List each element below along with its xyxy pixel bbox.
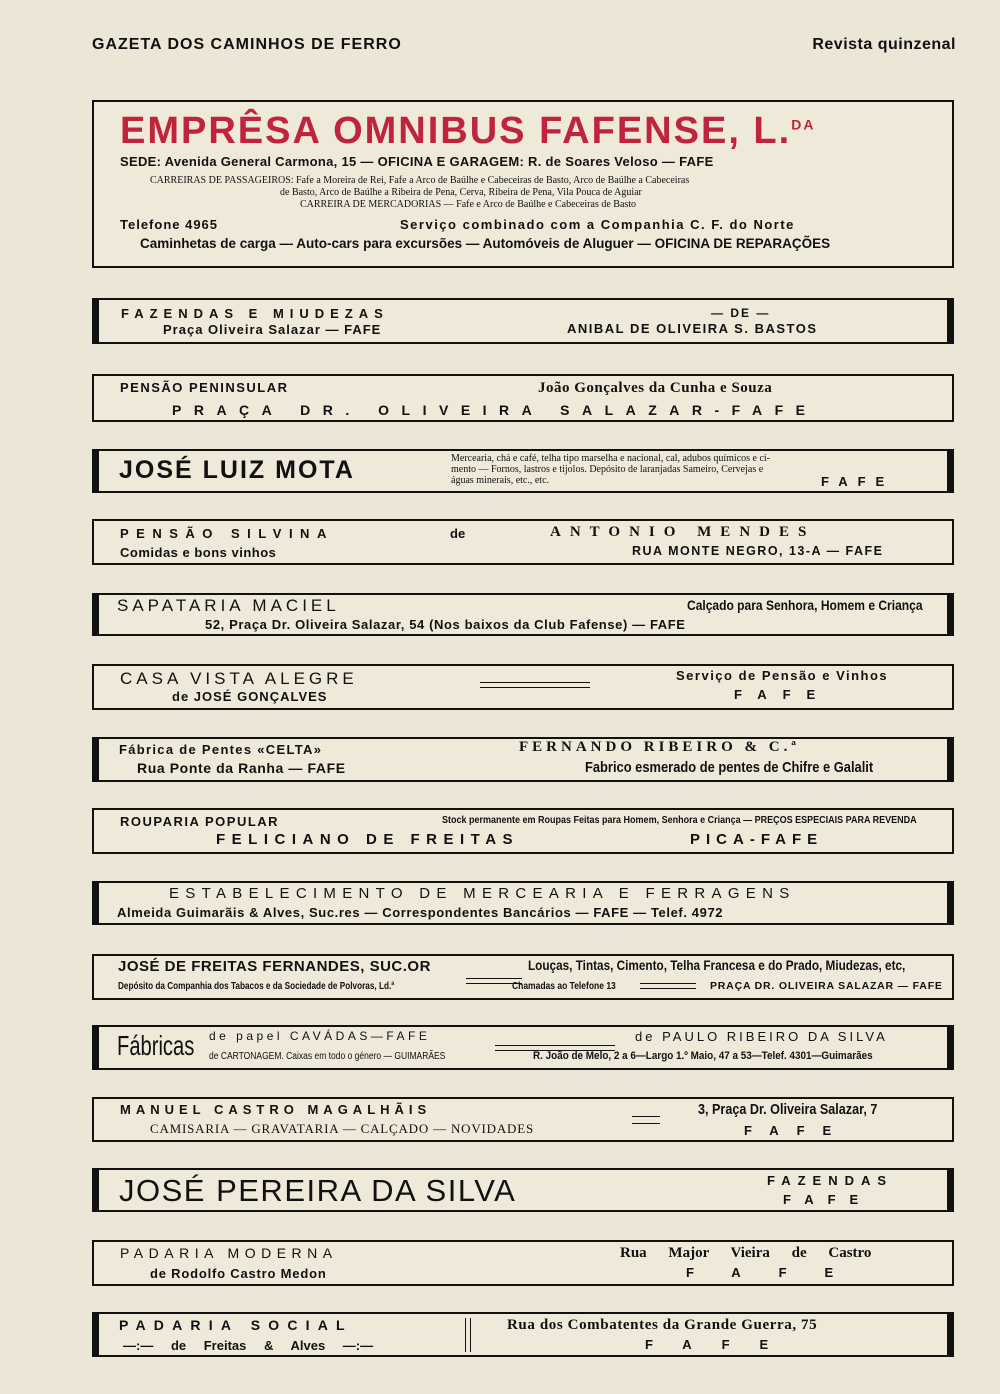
silvina-l2: Comidas e bons vinhos [120, 545, 277, 560]
celta-r1: FERNANDO RIBEIRO & C.ª [519, 739, 800, 755]
moderna-r2: FAFE [686, 1265, 872, 1280]
journal-subtitle: Revista quinzenal [812, 36, 956, 53]
ad-fazendas-miudezas [92, 298, 954, 344]
rouparia-r2: PICA-FAFE [690, 831, 824, 848]
celta-l1: Fábrica de Pentes «CELTA» [119, 742, 323, 757]
ad-sapataria-maciel [92, 593, 954, 636]
omnibus-bottom: Caminhetas de carga — Auto-cars para excursões — Automóveis de Aluguer — OFICINA DE REPARAÇÕES [140, 236, 831, 251]
cavadas-r1: de PAULO RIBEIRO DA SILVA [635, 1029, 888, 1044]
moderna-r1: Rua Major Vieira de Castro [620, 1245, 872, 1261]
moderna-l1: PADARIA MODERNA [120, 1245, 338, 1261]
freitas-r2b: PRAÇA DR. OLIVEIRA SALAZAR — FAFE [710, 980, 943, 992]
cavadas-r2: R. João de Melo, 2 a 6—Largo 1.º Maio, 47 a 53—Telef. 4301—Guimarães [533, 1050, 873, 1062]
rouparia-l1: ROUPARIA POPULAR [120, 814, 280, 829]
maciel-l1: SAPATARIA MACIEL [117, 596, 340, 615]
freitas-divider2 [640, 983, 696, 989]
ad-jose-freitas-fernandes [92, 954, 954, 1000]
omnibus-line1: CARREIRAS DE PASSAGEIROS: Fafe a Moreira de Rei, Fafe a Arco de Baúlhe e Cabeceiras de Basto, Arco de Baúlhe a Cabeceiras [150, 175, 690, 186]
vista-divider [480, 682, 590, 688]
social-divider [465, 1318, 471, 1352]
moderna-l2: de Rodolfo Castro Medon [150, 1266, 327, 1281]
freitas-r1: Louças, Tintas, Cimento, Telha Francesa e do Prado, Miudezas, etc, [528, 957, 906, 973]
ad-pensao-peninsular [92, 374, 954, 422]
omnibus-title: EMPRÊSA OMNIBUS FAFENSE, L.$^{DA}$ [120, 110, 816, 152]
omnibus-line3: CARREIRA DE MERCADORIAS — Fafe e Arco de Baúlhe e Cabeceiras de Basto [300, 199, 637, 210]
ad-padaria-moderna [92, 1240, 954, 1286]
peninsular-l1: PENSÃO PENINSULAR [120, 380, 289, 395]
ad-mercearia-ferragens [92, 881, 954, 925]
celta-l2: Rua Ponte da Ranha — FAFE [137, 760, 346, 776]
ad-manuel-castro-magalhais [92, 1097, 954, 1142]
mercearia-l1: ESTABELECIMENTO DE MERCEARIA E FERRAGENS [169, 885, 796, 902]
ad-pensao-silvina [92, 519, 954, 565]
fazendas-l1: FAZENDAS E MIUDEZAS [121, 306, 389, 321]
social-r2: FAFE [645, 1337, 799, 1352]
fazendas-l2: Praça Oliveira Salazar — FAFE [163, 322, 382, 337]
pereira-r1: FAZENDAS [767, 1173, 894, 1188]
freitas-l2: Depósito da Companhia dos Tabacos e da Sociedade de Polvoras, Ld.ª [118, 981, 395, 992]
ad-rouparia-popular [92, 808, 954, 854]
omnibus-telefone: Telefone 4965 [120, 217, 219, 232]
ad-omnibus-fafense [92, 100, 954, 268]
peninsular-l2: PRAÇA DR. OLIVEIRA SALAZAR-FAFE [172, 402, 818, 418]
cavadas-big: Fábricas [117, 1030, 195, 1061]
ad-casa-vista-alegre [92, 664, 954, 710]
pereira-r2: FAFE [783, 1192, 873, 1207]
silvina-l1: PENSÃO SILVINA [120, 526, 334, 541]
maciel-l2: 52, Praça Dr. Oliveira Salazar, 54 (Nos baixos da Club Fafense) — FAFE [205, 617, 686, 632]
silvina-de: de [450, 526, 466, 541]
silvina-r1: ANTONIO MENDES [550, 524, 816, 540]
mota-name: JOSÉ LUIZ MOTA [119, 456, 355, 484]
cavadas-l2: de CARTONAGEM. Caixas em todo o género — GUIMARÃES [209, 1051, 446, 1062]
ad-fabrica-pentes-celta [92, 737, 954, 782]
peninsular-r1: João Gonçalves da Cunha e Souza [538, 380, 773, 396]
mercearia-l2: Almeida Guimarãis & Alves, Suc.res — Correspondentes Bancários — FAFE — Telef. 4972 [117, 905, 724, 920]
castro-l1: MANUEL CASTRO MAGALHÃIS [120, 1102, 432, 1117]
journal-title: GAZETA DOS CAMINHOS DE FERRO [92, 36, 402, 53]
mota-desc3: águas minerais, etc., etc. [451, 475, 550, 486]
castro-r1: 3, Praça Dr. Oliveira Salazar, 7 [698, 1101, 878, 1118]
ad-jose-luiz-mota [92, 449, 954, 493]
social-r1: Rua dos Combatentes da Grande Guerra, 75 [507, 1317, 818, 1333]
vista-r1: Serviço de Pensão e Vinhos [676, 668, 889, 683]
rouparia-l2: FELICIANO DE FREITAS [216, 831, 520, 848]
freitas-r2a: Chamadas ao Telefone 13 [512, 981, 616, 992]
vista-r2: FAFE [734, 687, 832, 702]
freitas-l1: JOSÉ DE FREITAS FERNANDES, SUC.OR [118, 958, 431, 975]
ad-fabricas-cavadas [92, 1025, 954, 1070]
fazendas-r1: — DE — [711, 306, 771, 320]
ad-jose-pereira-silva [92, 1168, 954, 1212]
rouparia-r1: Stock permanente em Roupas Feitas para Homem, Senhora e Criança — PREÇOS ESPECIAIS PARA REVENDA [442, 815, 917, 826]
maciel-r1: Calçado para Senhora, Homem e Criança [687, 597, 923, 613]
mota-place: FAFE [821, 474, 895, 489]
castro-divider [632, 1116, 660, 1124]
omnibus-line2: de Basto, Arco de Baúlhe a Ribeira de Pena, Cerva, Ribeira de Pena, Vila Pouca de Aguiar [280, 187, 642, 198]
vista-l1: CASA VISTA ALEGRE [120, 669, 358, 688]
mota-desc2: mento — Fornos, lastros e tijolos. Depósito de laranjadas Sameiro, Cervejas e [451, 464, 764, 475]
social-l2: —:— de Freitas & Alves —:— [123, 1338, 374, 1353]
mota-desc1: Mercearia, chá e café, telha tipo marselha e nacional, cal, adubos químicos e ci- [451, 453, 771, 464]
omnibus-servico: Serviço combinado com a Companhia C. F. do Norte [400, 217, 795, 232]
omnibus-sede: SEDE: Avenida General Carmona, 15 — OFICINA E GARAGEM: R. de Soares Veloso — FAFE [120, 154, 714, 169]
vista-l2: de JOSÉ GONÇALVES [172, 689, 328, 704]
celta-r2: Fabrico esmerado de pentes de Chifre e Galalit [585, 759, 874, 776]
pereira-name: JOSÉ PEREIRA DA SILVA [119, 1173, 517, 1208]
fazendas-r2: ANIBAL DE OLIVEIRA S. BASTOS [567, 321, 818, 336]
castro-l2: CAMISARIA — GRAVATARIA — CALÇADO — NOVIDADES [150, 1121, 534, 1136]
silvina-r2: RUA MONTE NEGRO, 13-A — FAFE [632, 544, 884, 558]
social-l1: PADARIA SOCIAL [119, 1317, 353, 1333]
ad-padaria-social [92, 1312, 954, 1357]
castro-r2: FAFE [744, 1123, 850, 1138]
cavadas-l1: de papel CAVÁDAS—FAFE [209, 1029, 431, 1043]
